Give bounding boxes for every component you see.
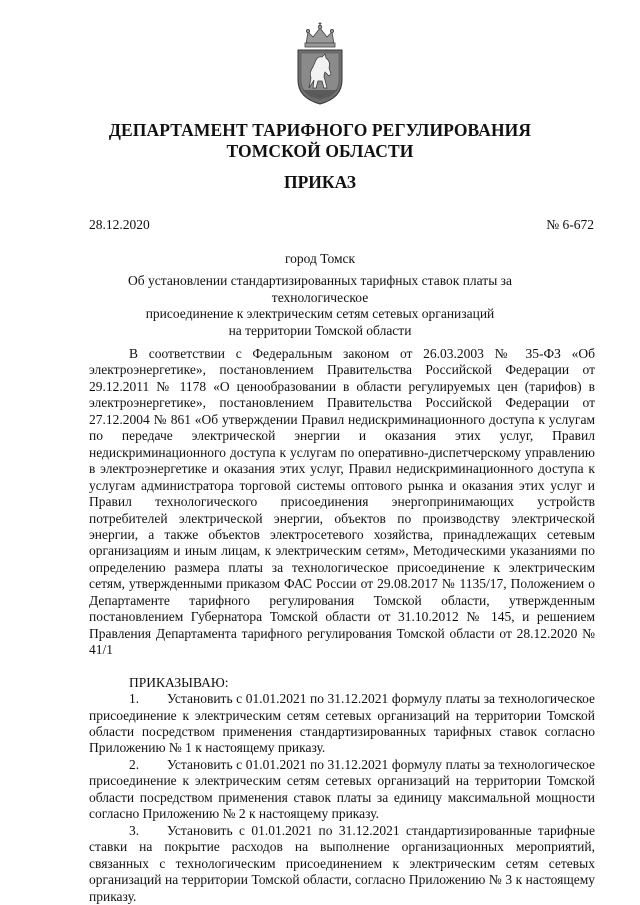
order-item-text: Установить с 01.01.2021 по 31.12.2021 формулу платы за технологическое присоединение к электрическим сетям сетевых организаций на территории Томской области посредством применения стандартизированных тарифных ставок согласно Приложению № 1 к настоящему приказу. bbox=[89, 691, 595, 756]
document-body bbox=[89, 346, 595, 905]
orders-section bbox=[89, 675, 595, 905]
document-date: 28.12.2020 bbox=[89, 217, 150, 232]
department-name-line2: ТОМСКОЙ ОБЛАСТИ bbox=[226, 141, 414, 161]
subject-line: на территории Томской области bbox=[228, 322, 412, 338]
order-item bbox=[89, 823, 595, 905]
document-type: ПРИКАЗ bbox=[283, 172, 357, 192]
order-item-text: Установить с 01.01.2021 по 31.12.2021 стандартизированные тарифные ставки на покрытие расходов на выполнение организационных мероприятий, связанных с технологическим присоединением к электрическим сетям сетевых организаций на территории Томской области, согласно Приложению № 3 к настоящему приказу. bbox=[89, 822, 595, 904]
document-subject bbox=[100, 273, 540, 339]
preamble-paragraph: В соответствии с Федеральным законом от 26.03.2003 № 35-ФЗ «Об электроэнергетике», постановлением Правительства Российской Федерации от 29.12.2011 № 1178 «О ценообразовании в области регулируемых цен (тарифов) в электроэнергетике», постановлением Правительства Российской Федерации от 27.12.2004 № 861 «Об утверждении Правил недискриминационного доступа к услугам по передаче электрической энергии и оказания этих услуг, Правил недискриминационного доступа к услугам по оперативно-диспетчерскому управлению в электроэнергетике и оказания этих услуг, Правил недискриминационного доступа к услугам администратора торговой системы оптового рынка и оказания этих услуг и Правил технологического присоединения энергопринимающих устройств потребителей электрической энергии, объектов по производству электрической энергии, а также объектов электросетевого хозяйства, принадлежащих сетевым организациям и иным лицам, к электрическим сетям», Методическими указаниями по определению размера платы за технологическое присоединение к электрическим сетям, утвержденными приказом ФАС России от 29.08.2017 № 1135/17, Положением о Департаменте тарифного регулирования Томской области, утвержденным постановлением Губернатора Томской области от 31.10.2012 № 145, и решением Правления Департамента тарифного регулирования Томской области от 28.12.2020 № 41/1 bbox=[89, 346, 595, 658]
order-item-number: 2. bbox=[129, 756, 140, 772]
department-name bbox=[60, 120, 580, 162]
order-item-number: 1. bbox=[129, 691, 140, 707]
orders-heading: ПРИКАЗЫВАЮ: bbox=[129, 674, 229, 690]
document-number: № 6-672 bbox=[546, 217, 594, 232]
coat-of-arms-icon bbox=[289, 20, 351, 106]
subject-line: присоединение к электрическим сетям сетевых организаций bbox=[145, 306, 495, 321]
order-item bbox=[89, 757, 595, 823]
order-item bbox=[89, 691, 595, 757]
order-item-number: 3. bbox=[129, 822, 140, 838]
document-city: город Томск bbox=[284, 251, 356, 266]
subject-line: Об установлении стандартизированных тарифных ставок платы за технологическое bbox=[128, 273, 512, 305]
department-name-line1: ДЕПАРТАМЕНТ ТАРИФНОГО РЕГУЛИРОВАНИЯ bbox=[108, 120, 532, 140]
order-item-text: Установить с 01.01.2021 по 31.12.2021 формулу платы за технологическое присоединение к электрическим сетям сетевых организаций на территории Томской области посредством применения ставок платы за единицу максимальной мощности согласно Приложению № 2 к настоящему приказу. bbox=[89, 756, 595, 822]
